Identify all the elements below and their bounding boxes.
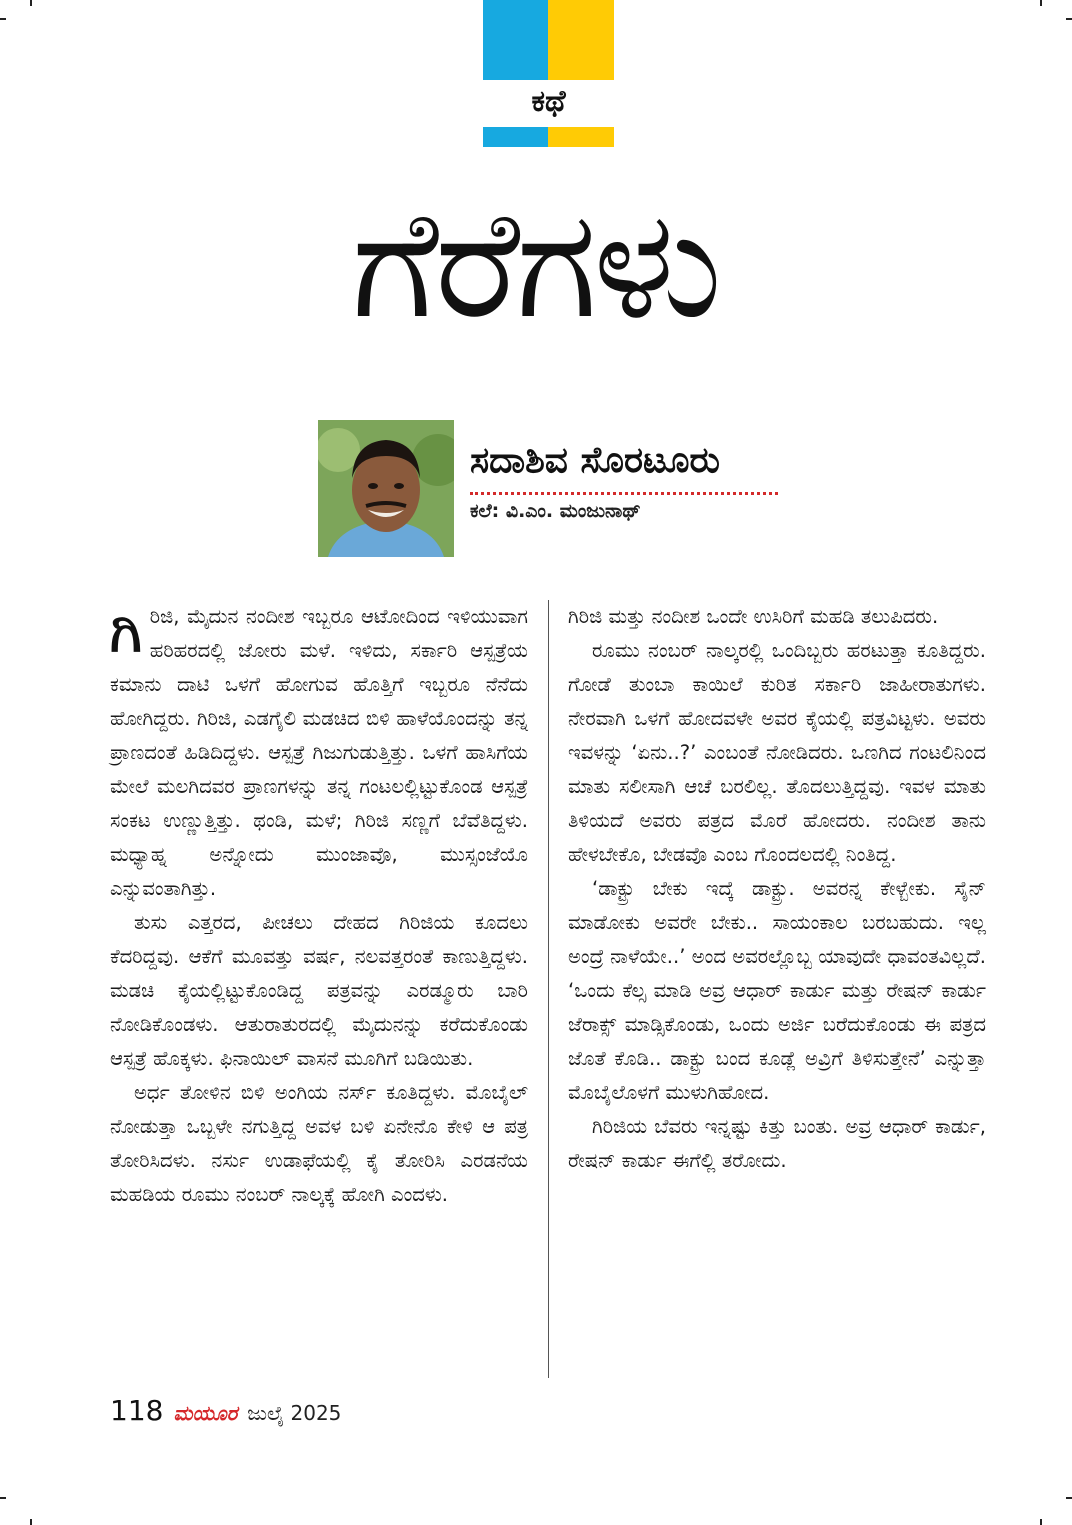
issue-date: ಜುಲೈ 2025	[247, 1401, 342, 1425]
story-paragraph	[110, 597, 528, 906]
story-column-right	[568, 600, 986, 1178]
author-portrait-icon	[318, 420, 454, 557]
story-paragraph: ಗಿರಿಜಿಯ ಬೆವರು ಇನ್ನಷ್ಟು ಕಿತ್ತು ಬಂತು. ಅವ್ರ ಆಧಾರ್ ಕಾರ್ಡು, ರೇಷನ್ ಕಾರ್ಡು ಈಗೆಲ್ಲಿ ತರೋದು.	[568, 1115, 986, 1172]
section-kicker: ಕಥೆ	[531, 84, 566, 119]
crop-mark	[1040, 1519, 1042, 1525]
drop-cap: ಗಿ	[110, 597, 142, 665]
crop-mark	[30, 1519, 32, 1525]
crop-mark	[0, 18, 6, 20]
page-folio	[110, 1394, 341, 1428]
story-paragraph: ಗಿರಿಜಿ ಮತ್ತು ನಂದೀಶ ಒಂದೇ ಉಸಿರಿಗೆ ಮಹಡಿ ತಲುಪಿದರು.	[568, 605, 939, 628]
crop-mark	[1040, 0, 1042, 6]
column-divider	[548, 600, 549, 1378]
author-name: ಸದಾಶಿವ ಸೊರಟೂರು	[470, 440, 720, 481]
magazine-logo: ಮಯೂರ	[173, 1401, 238, 1425]
story-paragraph: ‘ಡಾಕ್ಟ್ರು ಬೇಕು ಇದ್ಕೆ ಡಾಕ್ಟ್ರು. ಅವರನ್ನ ಕೇಳ್ಬೇಕು. ಸೈನ್ ಮಾಡೋಕು ಅವರೇ ಬೇಕು.. ಸಾಯಂಕಾಲ ಬರಬಹುದು. ಇಲ್ಲ ಅಂದ್ರೆ ನಾಳೆಯೇ..’ ಅಂದ ಅವರಲ್ಲೊಬ್ಬ ಯಾವುದೇ ಧಾವಂತವಿಲ್ಲದೆ. ‘ಒಂದು ಕೆಲ್ಸ ಮಾಡಿ ಅವ್ರ ಆಧಾರ್ ಕಾರ್ಡು ಮತ್ತು ರೇಷನ್ ಕಾರ್ಡು ಜೆರಾಕ್ಸ್ ಮಾಡ್ಸಿಕೊಂಡು, ಒಂದು ಅರ್ಜಿ ಬರೆದುಕೊಂಡು ಈ ಪತ್ರದ ಜೊತೆ ಕೊಡಿ.. ಡಾಕ್ಟ್ರು ಬಂದ ಕೂಡ್ಲೆ ಅವ್ರಿಗೆ ತಿಳಿಸುತ್ತೇನೆ’ ಎನ್ನುತ್ತಾ ಮೊಬೈಲೊಳಗೆ ಮುಳುಗಿಹೋದ.	[568, 877, 986, 1104]
story-paragraph: ಅರ್ಧ ತೋಳಿನ ಬಿಳಿ ಅಂಗಿಯ ನರ್ಸ್ ಕೂತಿದ್ದಳು. ಮೊಬೈಲ್ ನೋಡುತ್ತಾ ಒಬ್ಬಳೇ ನಗುತ್ತಿದ್ದ ಅವಳ ಬಳಿ ಏನೇನೊ ಕೇಳಿ ಆ ಪತ್ರ ತೋರಿಸಿದಳು. ನರ್ಸು ಉಡಾಫೆಯಲ್ಲಿ ಕೈ ತೋರಿಸಿ ಎರಡನೆಯ ಮಹಡಿಯ ರೂಮು ನಂಬರ್ ನಾಲ್ಕಕ್ಕೆ ಹೋಗಿ ಎಂದಳು.	[110, 1081, 528, 1206]
crop-mark	[1066, 18, 1072, 20]
crop-mark	[30, 0, 32, 6]
paragraph-text: ರಿಜಿ, ಮೈದುನ ನಂದೀಶ ಇಬ್ಬರೂ ಆಟೋದಿಂದ ಇಳಿಯುವಾಗ ಹರಿಹರದಲ್ಲಿ ಜೋರು ಮಳೆ. ಇಳಿದು, ಸರ್ಕಾರಿ ಆಸ್ಪತ್ರೆಯ ಕಮಾನು ದಾಟಿ ಒಳಗೆ ಹೋಗುವ ಹೊತ್ತಿಗೆ ಇಬ್ಬರೂ ನೆನೆದು ಹೋಗಿದ್ದರು. ಗಿರಿಜಿ, ಎಡಗೈಲಿ ಮಡಚಿದ ಬಿಳಿ ಹಾಳೆಯೊಂದನ್ನು ತನ್ನ ಪ್ರಾಣದಂತೆ ಹಿಡಿದಿದ್ದಳು. ಆಸ್ಪತ್ರೆ ಗಿಜುಗುಡುತ್ತಿತ್ತು. ಒಳಗೆ ಹಾಸಿಗೆಯ ಮೇಲೆ ಮಲಗಿದವರ ಪ್ರಾಣಗಳನ್ನು ತನ್ನ ಗಂಟಲಲ್ಲಿಟ್ಟುಕೊಂಡ ಆಸ್ಪತ್ರೆ ಸಂಕಟ ಉಣ್ಣುತ್ತಿತ್ತು. ಥಂಡಿ, ಮಳೆ; ಗಿರಿಜಿ ಸಣ್ಣಗೆ ಬೆವೆತಿದ್ದಳು. ಮಧ್ಯಾಹ್ನ ಅನ್ನೋದು ಮುಂಜಾವೊ, ಮುಸ್ಸಂಜೆಯೊ ಎನ್ನುವಂತಾಗಿತ್ತು.	[110, 605, 528, 900]
story-paragraph: ರೂಮು ನಂಬರ್ ನಾಲ್ಕರಲ್ಲಿ ಒಂದಿಬ್ಬರು ಹರಟುತ್ತಾ ಕೂತಿದ್ದರು. ಗೋಡೆ ತುಂಬಾ ಕಾಯಿಲೆ ಕುರಿತ ಸರ್ಕಾರಿ ಜಾಹೀರಾತುಗಳು. ನೇರವಾಗಿ ಒಳಗೆ ಹೋದವಳೇ ಅವರ ಕೈಯಲ್ಲಿ ಪತ್ರವಿಟ್ಟಳು. ಅವರು ಇವಳನ್ನು ‘ಏನು..?’ ಎಂಬಂತೆ ನೋಡಿದರು. ಒಣಗಿದ ಗಂಟಲಿನಿಂದ ಮಾತು ಸಲೀಸಾಗಿ ಆಚೆ ಬರಲಿಲ್ಲ. ತೊದಲುತ್ತಿದ್ದವು. ಇವಳ ಮಾತು ತಿಳಿಯದೆ ಅವರು ಪತ್ರದ ಮೊರೆ ಹೋದರು. ನಂದೀಶ ತಾನು ಹೇಳಬೇಕೊ, ಬೇಡವೊ ಎಂಬ ಗೊಂದಲದಲ್ಲಿ ನಿಂತಿದ್ದ.	[568, 639, 986, 866]
story-paragraph: ತುಸು ಎತ್ತರದ, ಪೀಚಲು ದೇಹದ ಗಿರಿಜಿಯ ಕೂದಲು ಕೆದರಿದ್ದವು. ಆಕೆಗೆ ಮೂವತ್ತು ವರ್ಷ, ನಲವತ್ತರಂತೆ ಕಾಣುತ್ತಿದ್ದಳು. ಮಡಚಿ ಕೈಯಲ್ಲಿಟ್ಟುಕೊಂಡಿದ್ದ ಪತ್ರವನ್ನು ಎರಡ್ಮೂರು ಬಾರಿ ನೋಡಿಕೊಂಡಳು. ಆತುರಾತುರದಲ್ಲಿ ಮೈದುನನ್ನು ಕರೆದುಕೊಂಡು ಆಸ್ಪತ್ರೆ ಹೊಕ್ಕಳು. ಫಿನಾಯಿಲ್ ವಾಸನೆ ಮೂಗಿಗೆ ಬಡಿಯಿತು.	[110, 911, 528, 1070]
header-blue-block	[483, 0, 548, 80]
story-title: ಗೆರೆಗಳು	[351, 178, 719, 352]
header-yellow-block	[548, 0, 614, 80]
crop-mark	[0, 1497, 6, 1499]
crop-mark	[1066, 1497, 1072, 1499]
author-photo	[318, 420, 454, 557]
story-column-left	[110, 597, 528, 1212]
art-credit: ಕಲೆ: ವಿ.ಎಂ. ಮಂಜುನಾಥ್	[470, 500, 641, 522]
author-divider	[470, 492, 778, 495]
page-number: 118	[110, 1394, 164, 1427]
